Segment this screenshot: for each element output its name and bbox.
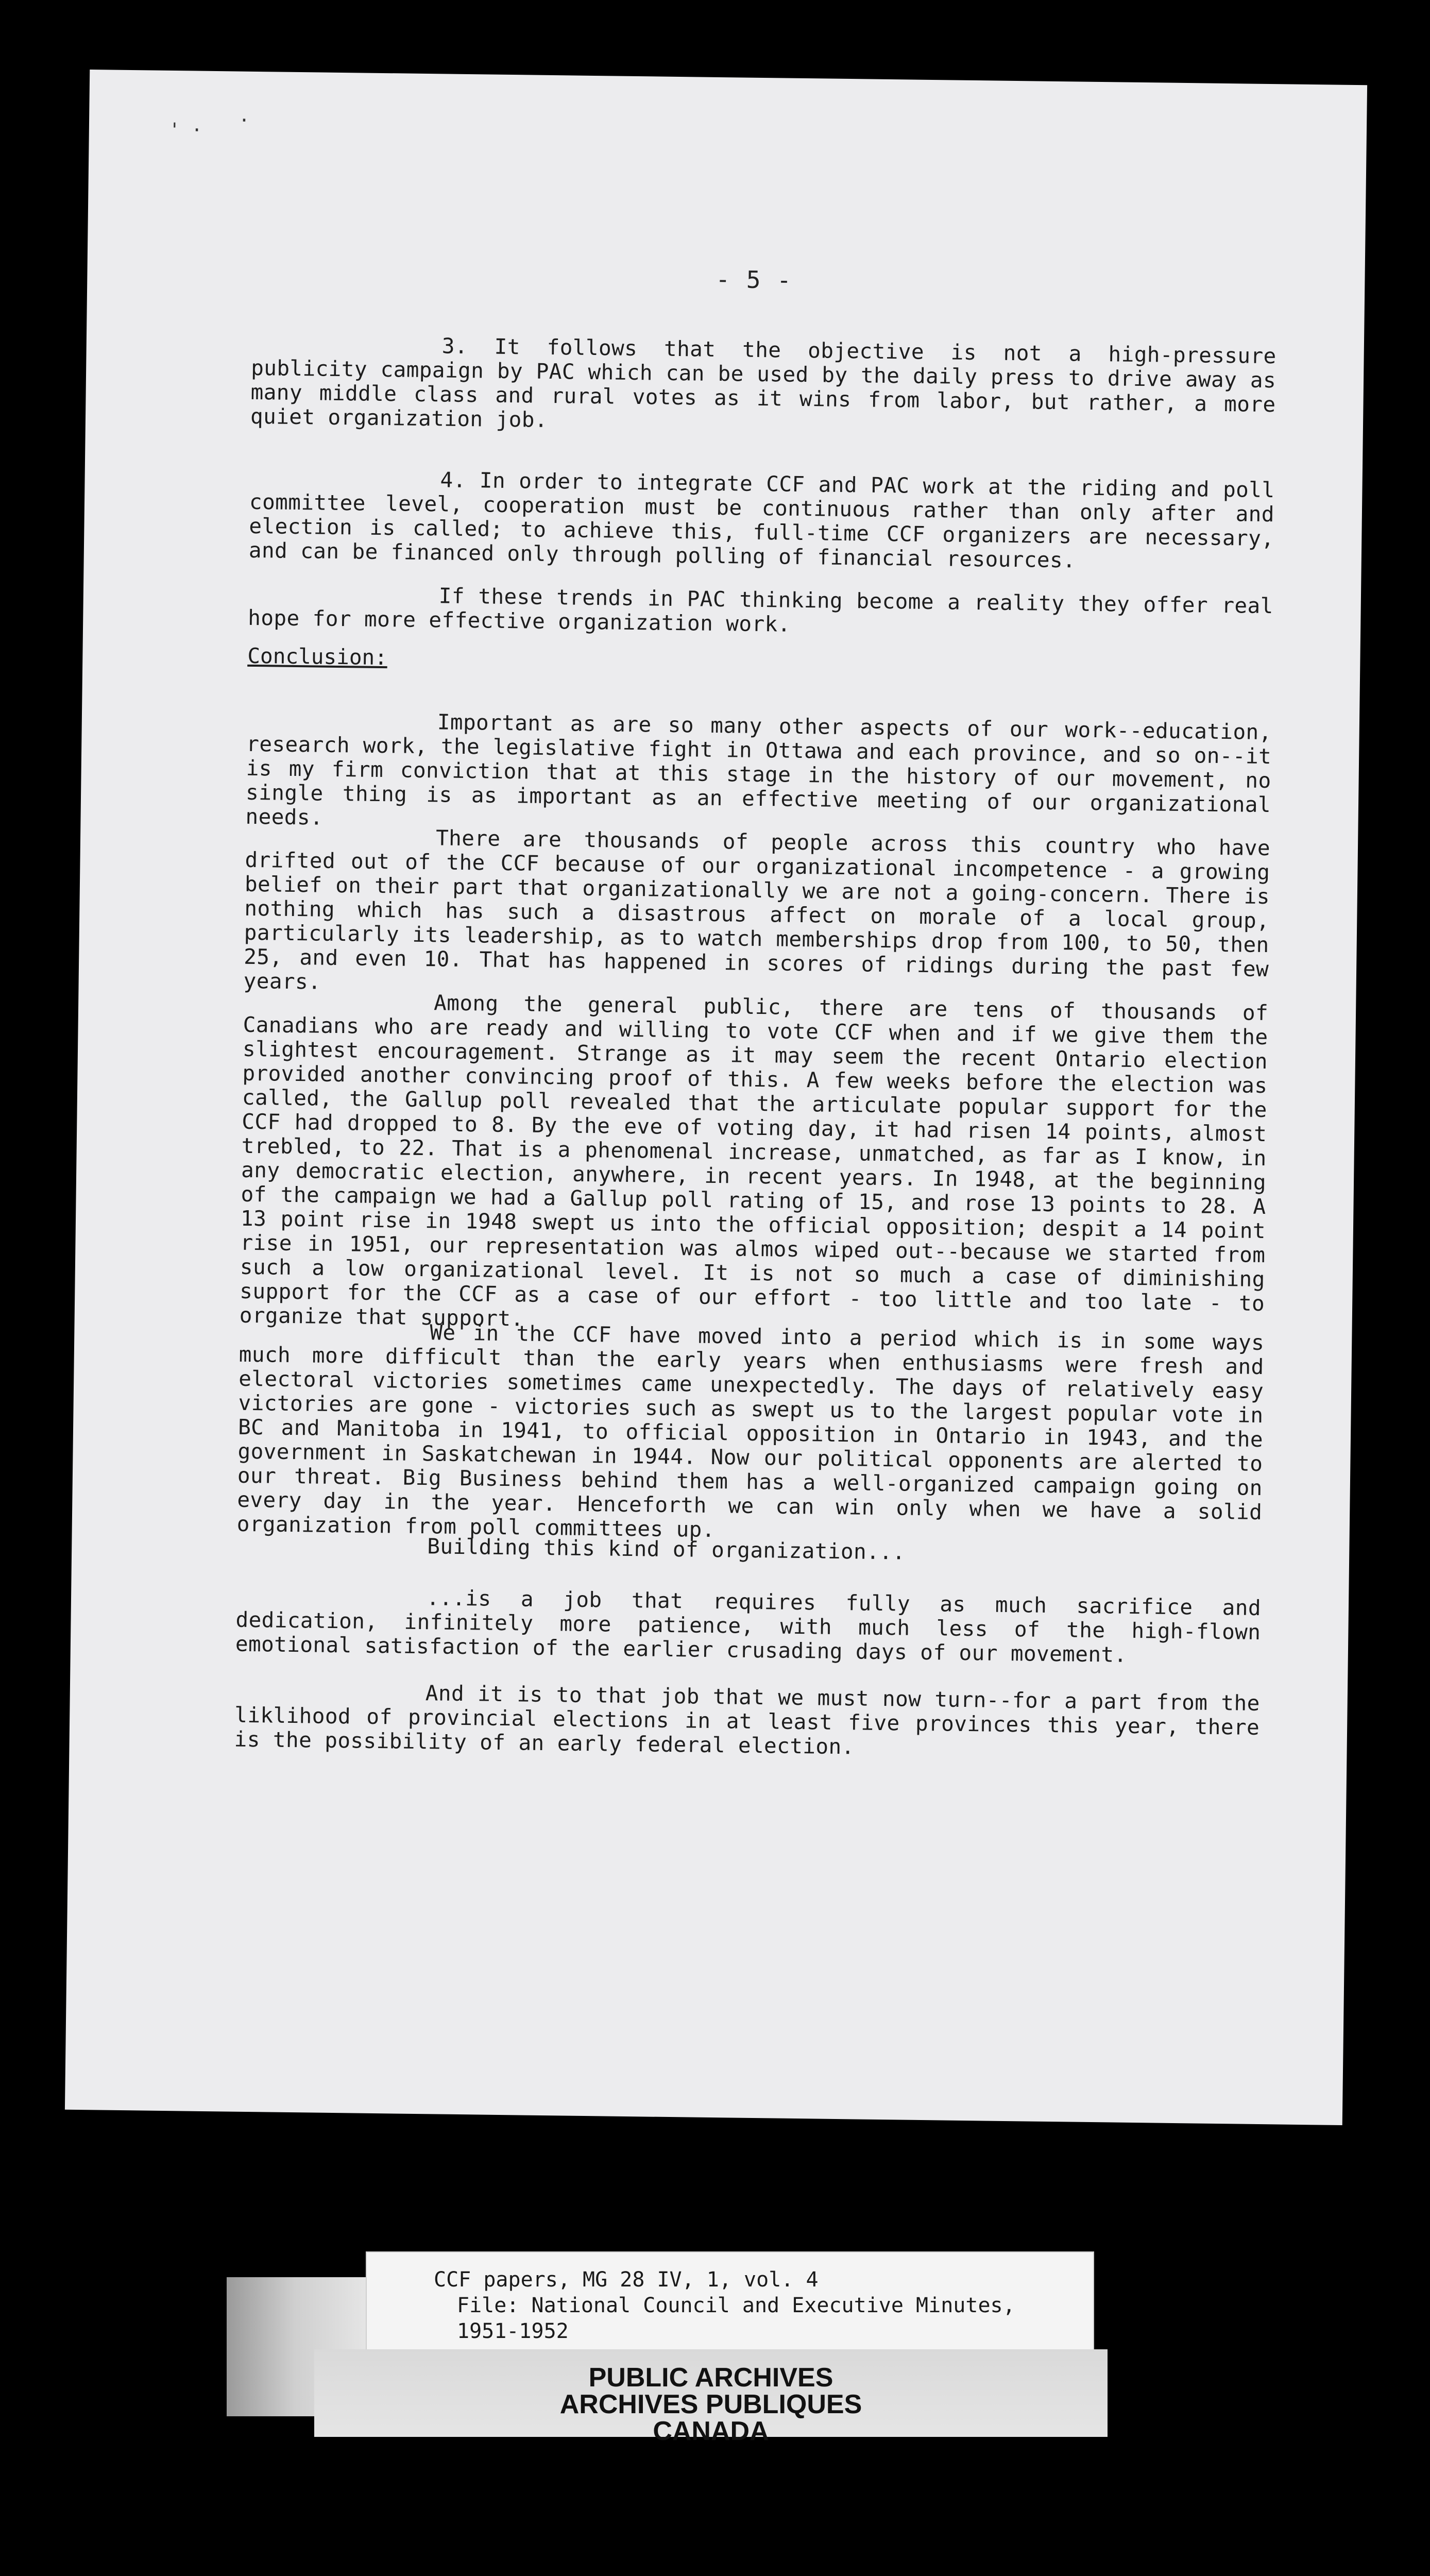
stamp-line: PUBLIC ARCHIVES xyxy=(588,2363,833,2393)
paragraph-pac-trends: If these trends in PAC thinking become a reality they offer real hope for more effective organization work. xyxy=(248,583,1274,637)
conclusion-paragraph: There are thousands of people across this country who have drifted out of the CCF because of our organizational incompetence - a growing belief on their part that organizationally we are not a going-concern. There is nothing which has such a disastrous affect on morale of a local group, particularly its leadership, as to watch memberships drop from 100, to 50, then 25, and even 10. That has happened in scores of ridings during the past few years. xyxy=(243,825,1271,994)
paragraph-3: 3. It follows that the objective is not a high-pressure publicity campaign by PAC which can be used by the daily press to drive away as many middle class and rural votes as it wins from labor, but rather, a more quiet organization job. xyxy=(250,333,1276,432)
document-page xyxy=(65,70,1367,2125)
archive-label-line: File: National Council and Executive Minutes, xyxy=(457,2294,1015,2317)
page-number: - 5 - xyxy=(716,265,793,294)
conclusion-paragraph: And it is to that job that we must now turn--for a part from the liklihood of provincial elections in at least five provinces this year, there is the possibility of an early federal election. xyxy=(234,1681,1261,1759)
conclusion-heading: Conclusion: xyxy=(247,643,388,670)
conclusion-paragraph: Important as are so many other aspects of our work--education, research work, the legislative fight in Ottawa and each province, and so on--it is my firm conviction that at this stage in the history of our movement, no single thing is as important as an effective meeting of our organizational needs. xyxy=(245,709,1272,830)
archive-label-line: CCF papers, MG 28 IV, 1, vol. 4 xyxy=(434,2268,819,2292)
conclusion-paragraph: We in the CCF have moved into a period which is in some ways much more difficult than the early years when enthusiasms were fresh and electoral victories sometimes came unexpectedly. The days of relatively easy victories are gone - victories such as swept us to the largest popular vote in BC and Manitoba in 1941, to official opposition in Ontario in 1943, and the government in Saskatchewan in 1944. Now our political opponents are alerted to our threat. Big Business behind them has a well-organized campaign going on every day in the year. Henceforth we can win only when we have a solid organization from poll committees up. xyxy=(236,1320,1265,1543)
archives-stamp xyxy=(314,2349,1108,2446)
conclusion-paragraph: ...is a job that requires fully as much sacrifice and dedication, infinitely more patience, with much less of the high-flown emotional satisfaction of the earlier crusading days of our movement. xyxy=(235,1585,1262,1667)
archive-label-line: 1951-1952 xyxy=(457,2319,569,2343)
stamp-line: ARCHIVES PUBLIQUES xyxy=(559,2389,862,2419)
conclusion-paragraph: Building this kind of organization... xyxy=(427,1534,906,1565)
paragraph-4: 4. In order to integrate CCF and PAC work at the riding and poll committee level, cooperation must be continuous rather than only after and election is called; to achieve this, full-time CCF organizers are necessary, and can be financed only through polling of financial resources. xyxy=(248,467,1275,573)
stray-mark: · xyxy=(238,110,250,131)
stamp-line: CANADA xyxy=(653,2416,769,2446)
stray-mark: ' · xyxy=(168,119,203,141)
conclusion-paragraph: Among the general public, there are tens of thousands of Canadians who are ready and willing to vote CCF when and if we give them the slightest encouragement. Strange as it may seem the recent Ontario election provided another convincing proof of this. A few weeks before the election was called, the Gallup poll revealed that the articulate popular support for the CCF had dropped to 8. By the eve of voting day, it had risen 14 points, almost trebled, to 22. That is a phenomenal increase, unmatched, as far as I know, in any democratic election, anywhere, in recent years. In 1948, at the beginning of the campaign we had a Gallup poll rating of 15, and rose 13 points to 28. A 13 point rise in 1948 swept us into the official opposition; despit a 14 point rise in 1951, our representation was almos wiped out--because we started from such a low organizational level. It is not so much a case of diminishing support for the CCF as a case of our effort - too little and too late - to organize that support. xyxy=(239,990,1269,1331)
